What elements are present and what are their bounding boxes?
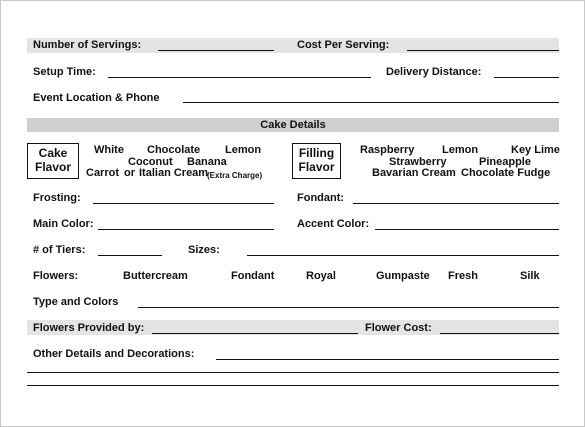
cake-flavor-coconut[interactable]: Coconut <box>128 156 173 168</box>
cost-per-serving-field[interactable] <box>407 50 559 51</box>
filling-flavor-raspberry[interactable]: Raspberry <box>360 144 415 156</box>
servings-field[interactable] <box>158 50 274 51</box>
accent-color-field[interactable] <box>375 229 559 230</box>
filling-flavor-bavarian-cream[interactable]: Bavarian Cream <box>372 167 456 179</box>
tiers-field[interactable] <box>98 255 162 256</box>
filling-flavor-strawberry[interactable]: Strawberry <box>389 156 447 168</box>
main-color-label: Main Color: <box>33 218 94 230</box>
fondant-label: Fondant: <box>297 192 345 204</box>
setup-time-label: Setup Time: <box>33 66 96 78</box>
flowers-label: Flowers: <box>33 270 79 282</box>
flower-type-silk[interactable]: Silk <box>520 270 540 282</box>
flower-type-fondant[interactable]: Fondant <box>231 270 275 282</box>
main-color-field[interactable] <box>98 229 274 230</box>
flower-type-gumpaste[interactable]: Gumpaste <box>376 270 430 282</box>
filling-flavor-label: Filling Flavor <box>298 146 335 174</box>
cake-flavor-carrot[interactable]: Carrot <box>86 167 120 179</box>
cost-per-serving-label: Cost Per Serving: <box>297 39 390 51</box>
cake-flavor-label: Cake Flavor <box>34 146 71 174</box>
flowers-provided-label: Flowers Provided by: <box>33 322 145 334</box>
frosting-label: Frosting: <box>33 192 81 204</box>
extra-charge-note: (Extra Charge) <box>207 171 263 180</box>
cake-flavor-white[interactable]: White <box>94 144 124 156</box>
event-location-field[interactable] <box>183 102 559 103</box>
accent-color-label: Accent Color: <box>297 218 370 230</box>
cake-flavor-italian-cream[interactable]: Italian Cream <box>139 167 209 179</box>
flower-cost-field[interactable] <box>440 333 559 334</box>
other-details-line-2[interactable] <box>27 372 559 373</box>
sizes-field[interactable] <box>247 255 559 256</box>
tiers-label: # of Tiers: <box>33 244 86 256</box>
flower-cost-label: Flower Cost: <box>365 322 432 334</box>
cake-flavor-lemon[interactable]: Lemon <box>225 144 262 156</box>
fondant-field[interactable] <box>353 203 559 204</box>
type-colors-field[interactable] <box>138 307 559 308</box>
flower-type-fresh[interactable]: Fresh <box>448 270 478 282</box>
cake-flavor-chocolate[interactable]: Chocolate <box>147 144 201 156</box>
flowers-provided-field[interactable] <box>152 333 358 334</box>
cake-flavor-or: or <box>124 167 135 179</box>
type-colors-label: Type and Colors <box>33 296 119 308</box>
flower-type-royal[interactable]: Royal <box>306 270 336 282</box>
filling-flavor-lemon[interactable]: Lemon <box>442 144 479 156</box>
event-location-label: Event Location & Phone <box>33 92 160 104</box>
servings-label: Number of Servings: <box>33 39 142 51</box>
cake-flavor-banana[interactable]: Banana <box>187 156 227 168</box>
filling-flavor-chocolate-fudge[interactable]: Chocolate Fudge <box>461 167 551 179</box>
frosting-field[interactable] <box>93 203 274 204</box>
section-title: Cake Details <box>260 119 326 131</box>
filling-flavor-pineapple[interactable]: Pineapple <box>479 156 531 168</box>
delivery-distance-field[interactable] <box>494 77 559 78</box>
other-details-field[interactable] <box>216 359 559 360</box>
sizes-label: Sizes: <box>188 244 220 256</box>
other-details-label: Other Details and Decorations: <box>33 348 195 360</box>
flower-type-buttercream[interactable]: Buttercream <box>123 270 188 282</box>
other-details-line-3[interactable] <box>27 385 559 386</box>
filling-flavor-key-lime[interactable]: Key Lime <box>511 144 560 156</box>
delivery-distance-label: Delivery Distance: <box>386 66 482 78</box>
setup-time-field[interactable] <box>108 77 371 78</box>
